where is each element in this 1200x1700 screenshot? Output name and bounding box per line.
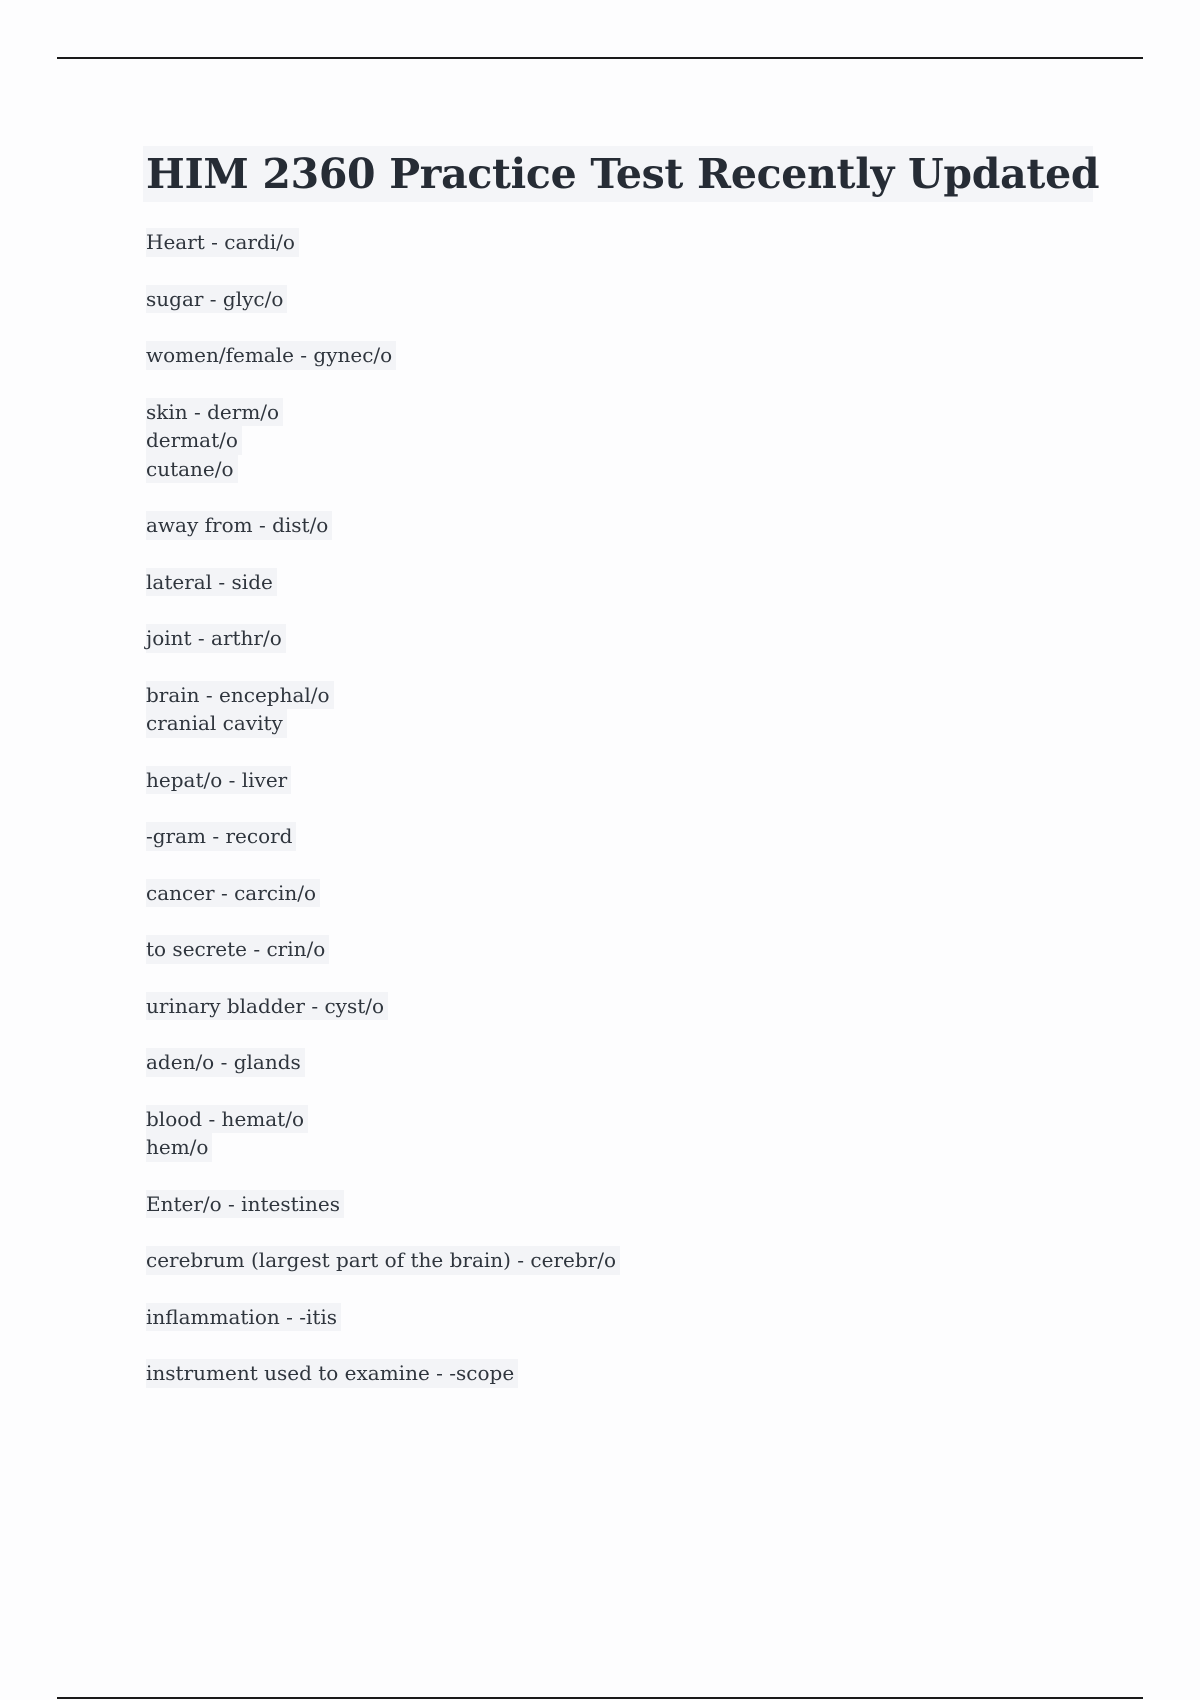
term-line: lateral - side <box>146 568 277 597</box>
term-line: cerebrum (largest part of the brain) - cerebr/o <box>146 1246 620 1275</box>
term-entry <box>146 568 1096 597</box>
term-line: blood - hemat/o <box>146 1105 308 1134</box>
term-line: -gram - record <box>146 822 296 851</box>
term-entry <box>146 992 1096 1021</box>
term-entry <box>146 1048 1096 1077</box>
term-line: cutane/o <box>146 455 238 484</box>
bottom-rule <box>57 1697 1143 1699</box>
term-entry <box>146 681 1096 738</box>
term-line: hepat/o - liver <box>146 766 291 795</box>
term-line: women/female - gynec/o <box>146 341 396 370</box>
term-entry <box>146 285 1096 314</box>
term-line: cancer - carcin/o <box>146 879 320 908</box>
term-line: Enter/o - intestines <box>146 1190 344 1219</box>
term-line: dermat/o <box>146 426 242 455</box>
term-line: inflammation - -itis <box>146 1303 341 1332</box>
term-line: Heart - cardi/o <box>146 228 299 257</box>
term-entry <box>146 822 1096 851</box>
term-line: hem/o <box>146 1133 212 1162</box>
top-rule <box>57 57 1143 59</box>
term-line: joint - arthr/o <box>146 624 286 653</box>
term-line: to secrete - crin/o <box>146 935 329 964</box>
term-line: urinary bladder - cyst/o <box>146 992 388 1021</box>
term-entry <box>146 766 1096 795</box>
term-entry <box>146 398 1096 484</box>
term-entry <box>146 1303 1096 1332</box>
term-line: sugar - glyc/o <box>146 285 287 314</box>
term-entry <box>146 511 1096 540</box>
term-line: aden/o - glands <box>146 1048 305 1077</box>
term-list <box>146 228 1096 1416</box>
document-title: HIM 2360 Practice Test Recently Updated <box>146 150 1100 198</box>
term-line: instrument used to examine - -scope <box>146 1359 518 1388</box>
term-entry <box>146 1105 1096 1162</box>
term-entry <box>146 228 1096 257</box>
term-entry <box>146 1246 1096 1275</box>
term-line: brain - encephal/o <box>146 681 334 710</box>
term-line: cranial cavity <box>146 709 287 738</box>
term-line: skin - derm/o <box>146 398 283 427</box>
term-entry <box>146 1190 1096 1219</box>
term-entry <box>146 1359 1096 1388</box>
term-line: away from - dist/o <box>146 511 332 540</box>
term-entry <box>146 341 1096 370</box>
term-entry <box>146 624 1096 653</box>
term-entry <box>146 935 1096 964</box>
term-entry <box>146 879 1096 908</box>
